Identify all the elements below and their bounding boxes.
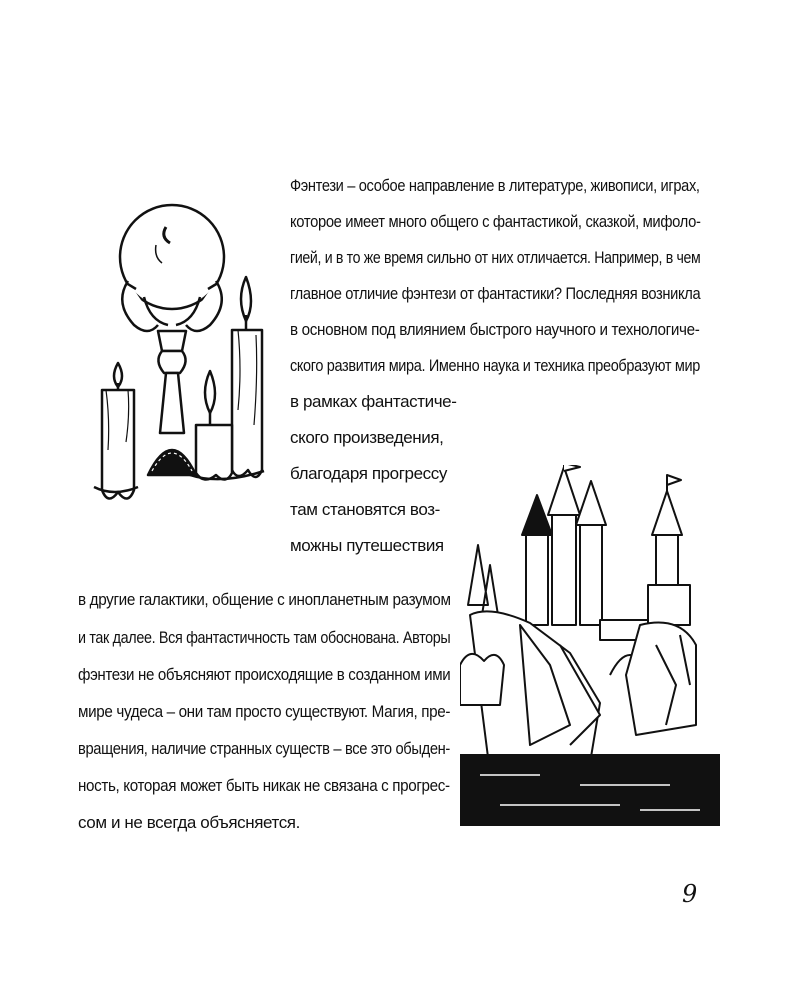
paragraph-line: которое имеет много общего с фантастикой, сказкой, мифоло- [290, 212, 701, 231]
paragraph-line: благодаря прогрессу [290, 464, 447, 483]
paragraph-line: сом и не всегда объясняется. [78, 813, 300, 832]
paragraph-line: гией, и в то же время сильно от них отличается. Например, в чем [290, 248, 701, 267]
paragraph-line: в основном под влиянием быстрого научного и технологиче- [290, 320, 700, 339]
paragraph-line: можны путешествия [290, 536, 444, 555]
paragraph-line: там становятся воз- [290, 500, 440, 519]
castle-on-cliffs-illustration [460, 465, 720, 830]
page-number: 9 [682, 880, 698, 908]
paragraph-line: ского развития мира. Именно наука и техника преобразуют мир [290, 356, 700, 375]
crystal-ball-candles-illustration [92, 185, 272, 525]
paragraph-line: вращения, наличие странных существ – все это обыден- [78, 739, 450, 758]
paragraph-line: ность, которая может быть никак не связана с прогрес- [78, 776, 450, 795]
paragraph-line: ского произведения, [290, 428, 444, 447]
paragraph-line: фэнтези не объясняют происходящие в созданном ими [78, 665, 451, 684]
paragraph-line: в рамках фантастиче- [290, 392, 457, 411]
paragraph-line: Фэнтези – особое направление в литературе, живописи, играх, [290, 176, 700, 195]
paragraph-line: мире чудеса – они там просто существуют. Магия, пре- [78, 702, 451, 721]
paragraph-line: главное отличие фэнтези от фантастики? Последняя возникла [290, 284, 701, 303]
paragraph-line: в другие галактики, общение с инопланетным разумом [78, 590, 451, 609]
paragraph-line: и так далее. Вся фантастичность там обоснована. Авторы [78, 628, 451, 647]
